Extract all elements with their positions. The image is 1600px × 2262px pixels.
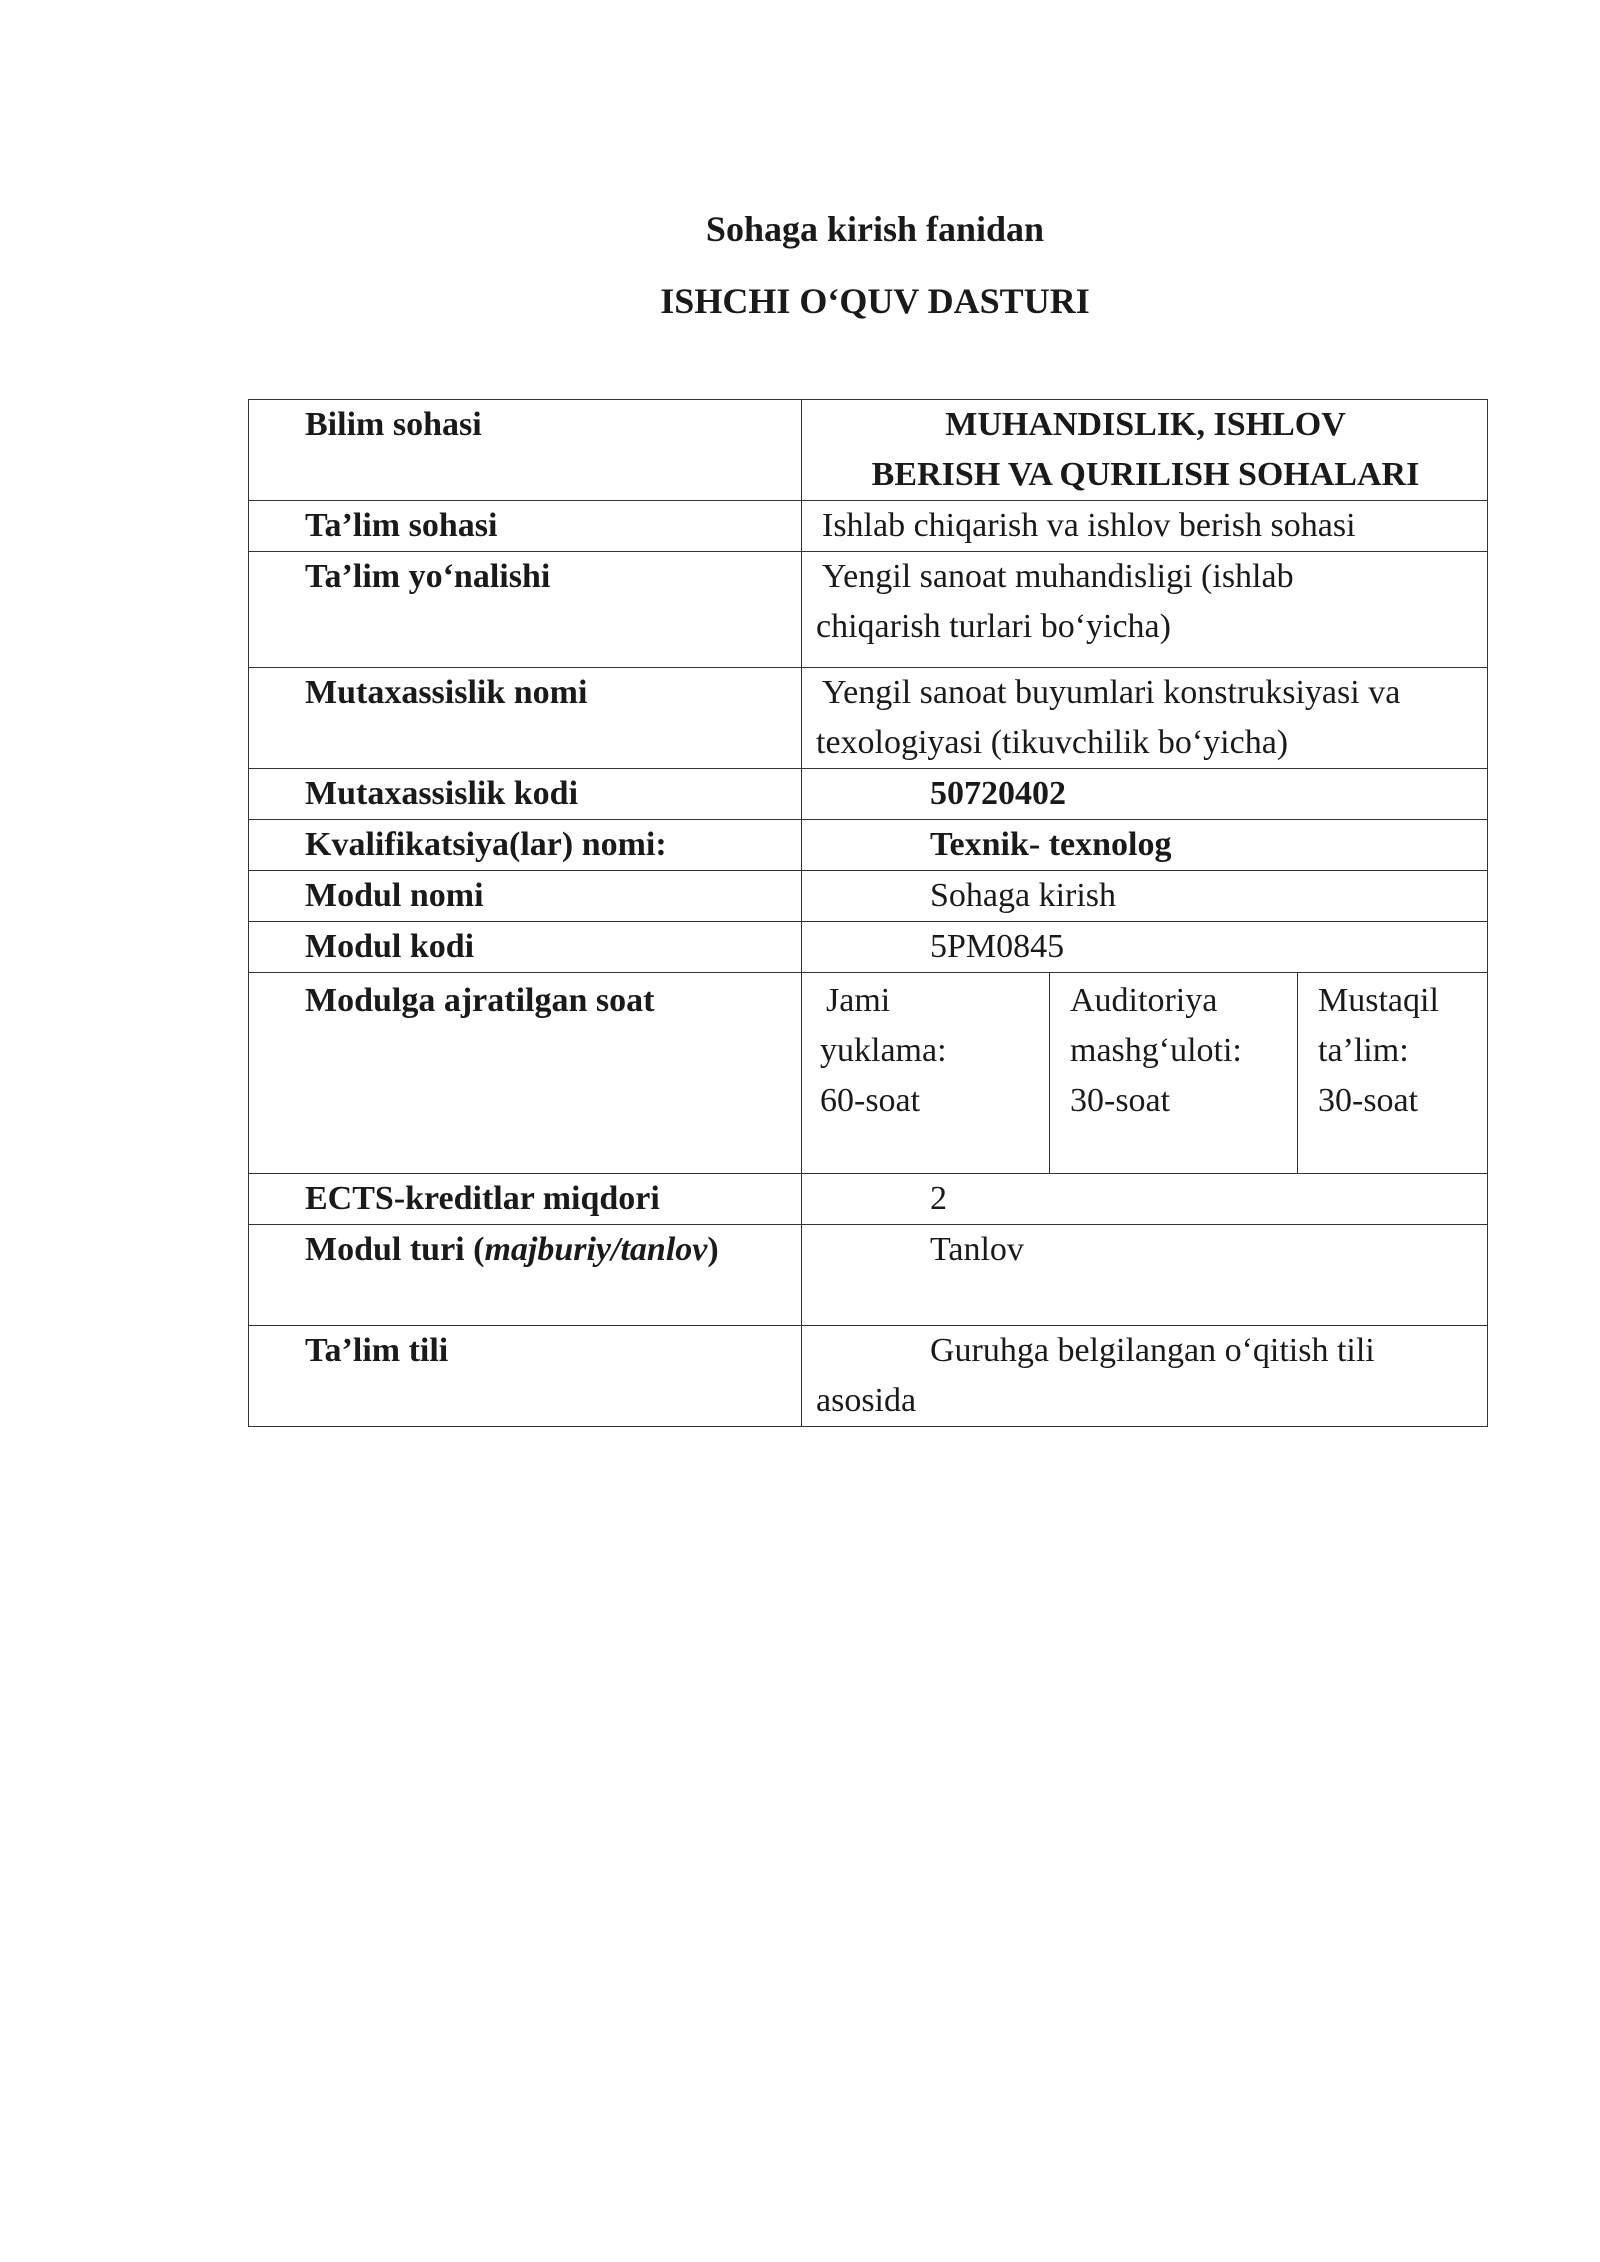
label-modul-turi-italic: majburiy/tanlov <box>484 1231 708 1268</box>
label-modul-kodi: Modul kodi <box>249 922 802 973</box>
label-modul-turi-suffix: ) <box>707 1231 719 1268</box>
table-row-talim-tili <box>249 1326 1488 1427</box>
label-modul-nomi: Modul nomi <box>249 871 802 922</box>
value-jami-yuklama <box>802 973 1050 1174</box>
label-talim-tili: Ta’lim tili <box>249 1326 802 1427</box>
value-bilim-sohasi-line1: MUHANDISLIK, ISHLOV <box>945 406 1346 443</box>
value-mutaxassislik-nomi-line2: texologiyasi (tikuvchilik bo‘yicha) <box>816 724 1289 761</box>
table-row-modul-kodi <box>249 922 1488 973</box>
document-title: ISHCHI O‘QUV DASTURI <box>660 281 1090 321</box>
value-modul-turi: Tanlov <box>802 1225 1488 1326</box>
mustaqil-line2: ta’lim: <box>1318 1032 1409 1069</box>
label-ects: ECTS-kreditlar miqdori <box>249 1174 802 1225</box>
label-talim-sohasi: Ta’lim sohasi <box>249 501 802 552</box>
table-row-ects <box>249 1174 1488 1225</box>
value-mutaxassislik-nomi-line1: Yengil sanoat buyumlari konstruksiyasi va <box>822 674 1401 711</box>
value-talim-tili-line2: asosida <box>816 1382 917 1419</box>
auditoriya-line1: Auditoriya <box>1070 982 1218 1019</box>
table-row-talim-yonalishi <box>249 552 1488 668</box>
table-row-talim-sohasi <box>249 501 1488 552</box>
value-modul-nomi: Sohaga kirish <box>802 871 1488 922</box>
value-talim-tili-line1: Guruhga belgilangan o‘qitish tili <box>930 1332 1375 1369</box>
label-soat: Modulga ajratilgan soat <box>249 973 802 1174</box>
value-bilim-sohasi <box>802 400 1488 501</box>
program-info-table <box>248 399 1488 1427</box>
label-talim-yonalishi: Ta’lim yo‘nalishi <box>249 552 802 668</box>
label-mutaxassislik-kodi: Mutaxassislik kodi <box>249 769 802 820</box>
value-ects: 2 <box>802 1174 1488 1225</box>
label-bilim-sohasi: Bilim sohasi <box>249 400 802 501</box>
jami-line3: 60-soat <box>820 1082 921 1119</box>
table-row-mutaxassislik-kodi <box>249 769 1488 820</box>
label-kvalifikatsiya: Kvalifikatsiya(lar) nomi: <box>249 820 802 871</box>
label-modul-turi <box>249 1225 802 1326</box>
table-row-modul-turi <box>249 1225 1488 1326</box>
value-modul-kodi: 5PM0845 <box>802 922 1488 973</box>
value-talim-yonalishi-line1: Yengil sanoat muhandisligi (ishlab <box>822 558 1294 595</box>
value-kvalifikatsiya: Texnik- texnolog <box>802 820 1488 871</box>
label-modul-turi-prefix: Modul turi ( <box>305 1231 485 1268</box>
table-row-mutaxassislik-nomi <box>249 668 1488 769</box>
value-mutaxassislik-nomi <box>802 668 1488 769</box>
value-talim-sohasi: Ishlab chiqarish va ishlov berish sohasi <box>802 501 1488 552</box>
value-talim-tili <box>802 1326 1488 1427</box>
value-talim-yonalishi-line2: chiqarish turlari bo‘yicha) <box>816 608 1171 645</box>
table-row-kvalifikatsiya <box>249 820 1488 871</box>
mustaqil-line3: 30-soat <box>1318 1082 1419 1119</box>
document-subtitle: Sohaga kirish fanidan <box>705 209 1045 249</box>
label-mutaxassislik-nomi: Mutaxassislik nomi <box>249 668 802 769</box>
auditoriya-line2: mashg‘uloti: <box>1070 1032 1242 1069</box>
value-auditoriya <box>1050 973 1298 1174</box>
jami-line2: yuklama: <box>820 1032 947 1069</box>
value-talim-yonalishi <box>802 552 1488 668</box>
jami-line1: Jami <box>826 982 891 1019</box>
value-bilim-sohasi-line2: BERISH VA QURILISH SOHALARI <box>871 456 1420 493</box>
auditoriya-line3: 30-soat <box>1070 1082 1171 1119</box>
table-row-soat <box>249 973 1488 1174</box>
mustaqil-line1: Mustaqil <box>1318 982 1439 1019</box>
table-row-bilim-sohasi <box>249 400 1488 501</box>
value-mutaxassislik-kodi: 50720402 <box>802 769 1488 820</box>
table-row-modul-nomi <box>249 871 1488 922</box>
value-mustaqil <box>1298 973 1488 1174</box>
